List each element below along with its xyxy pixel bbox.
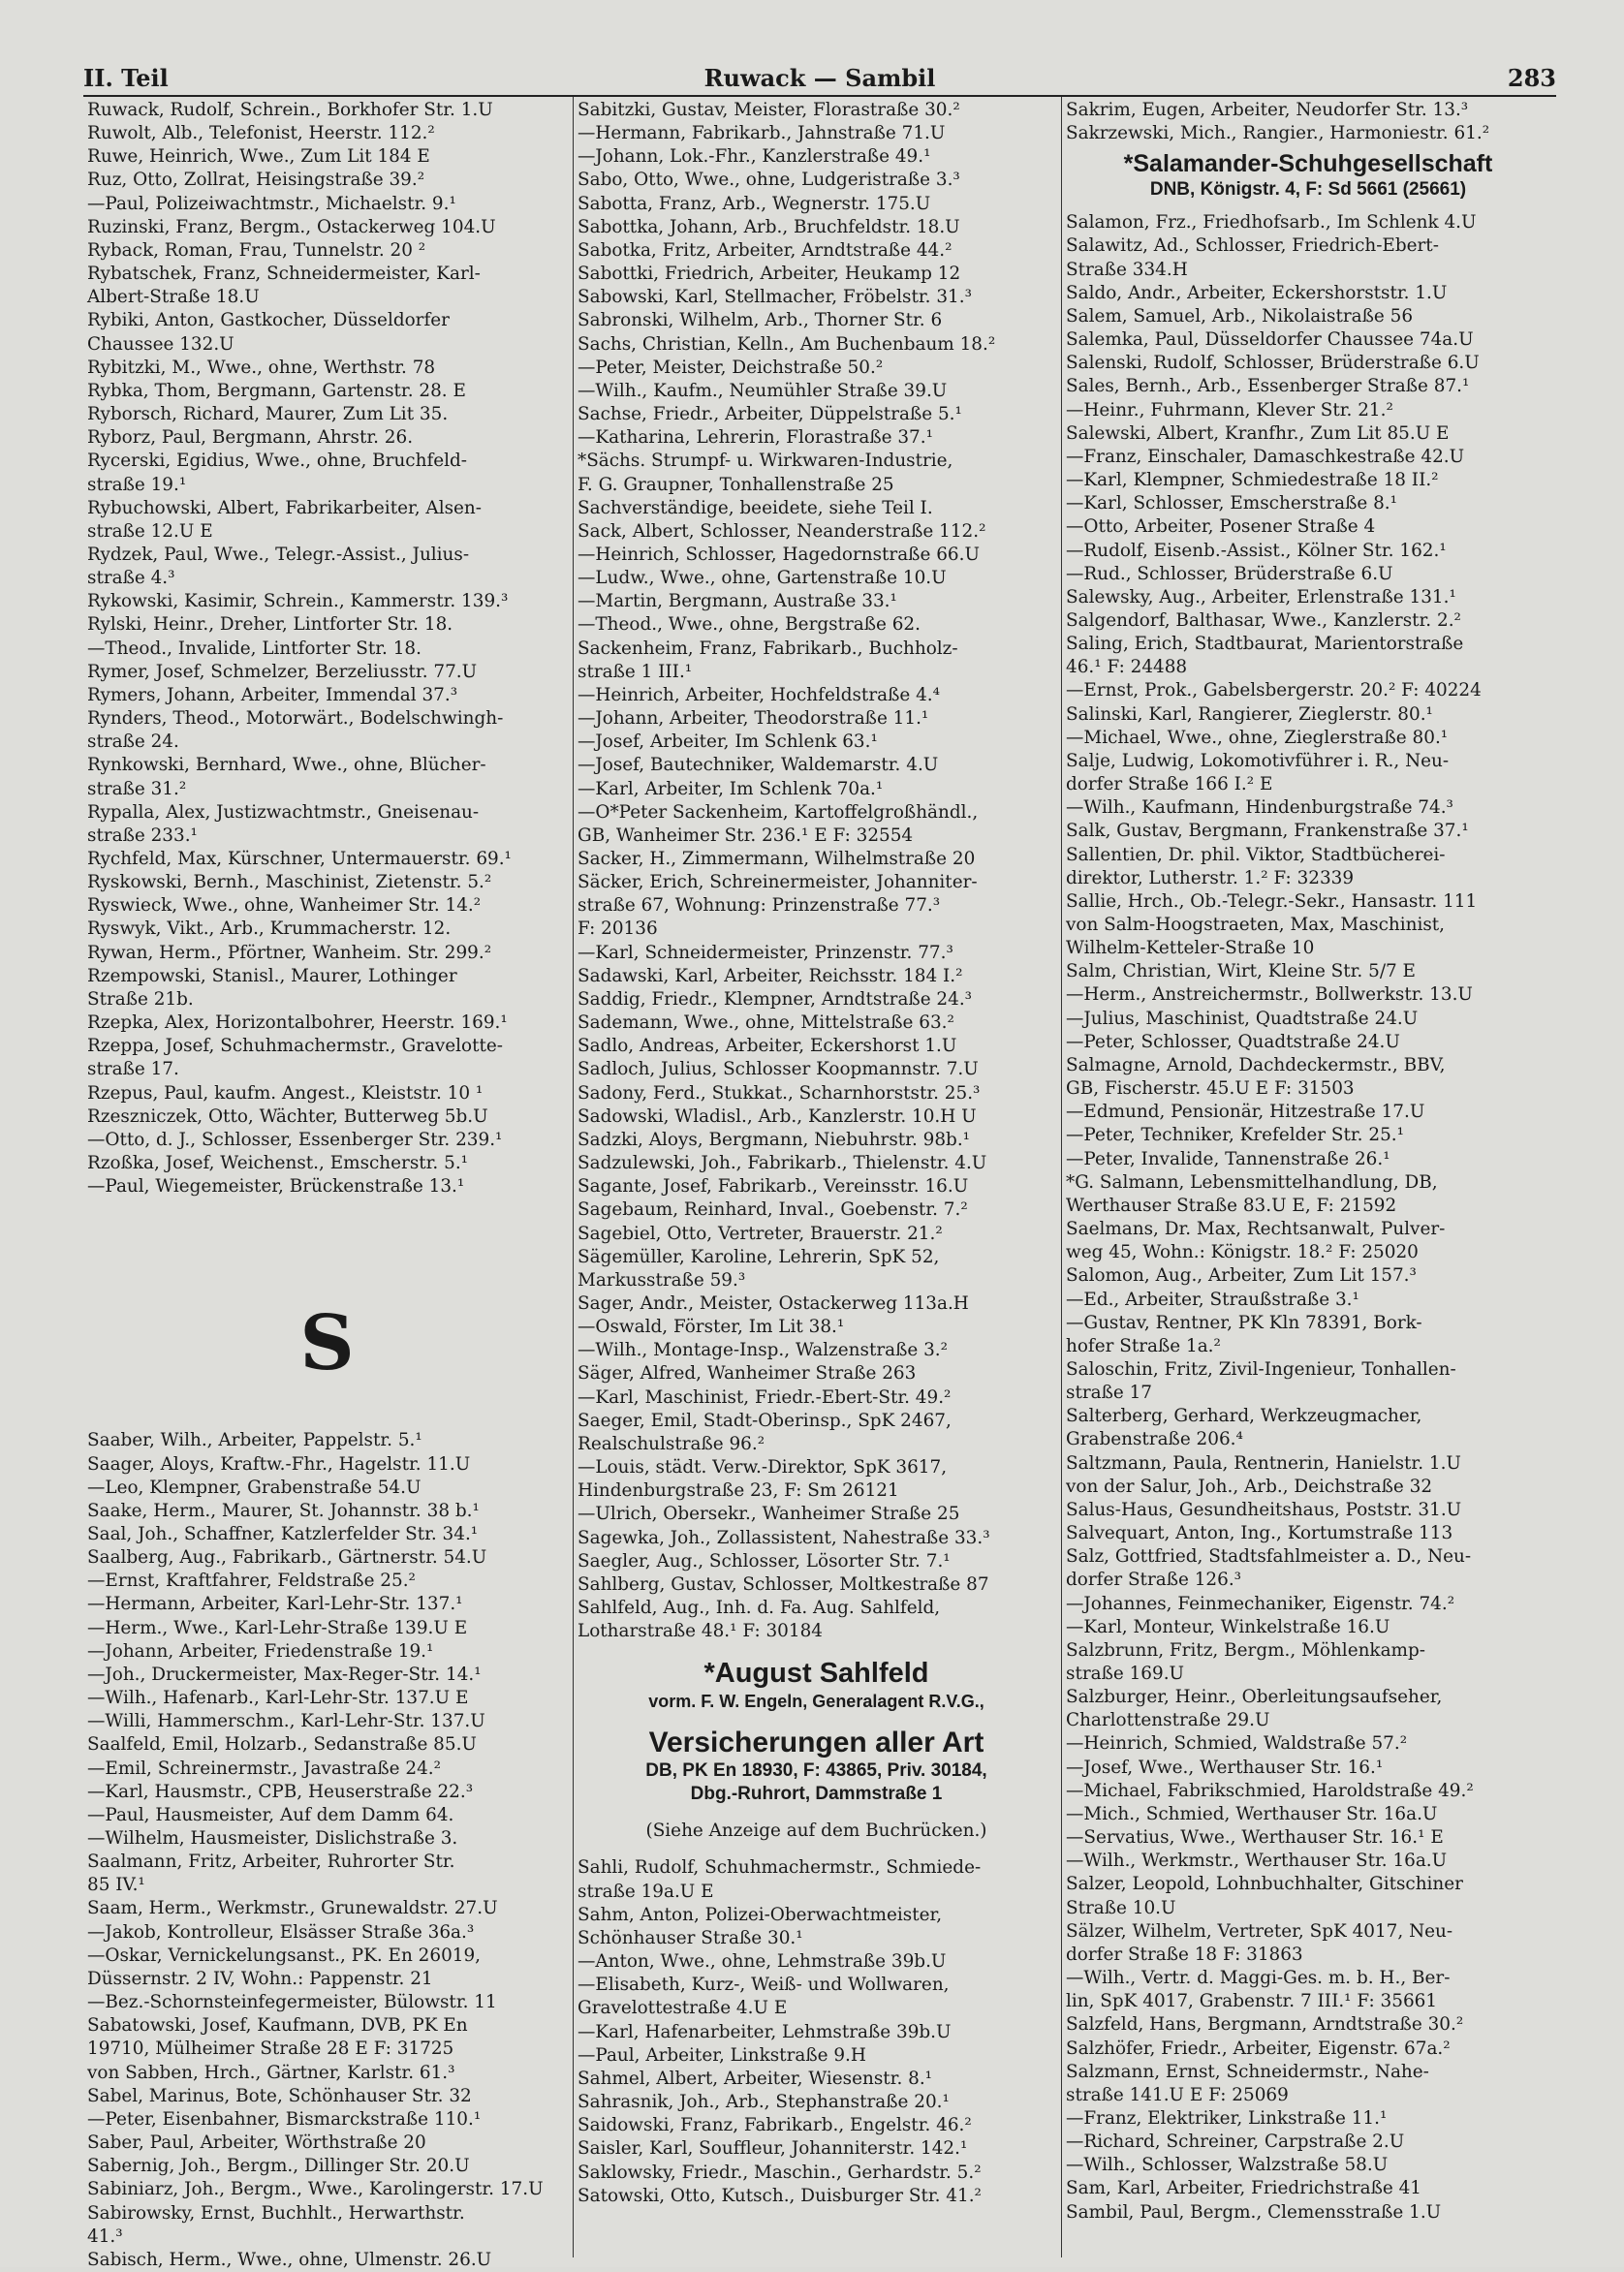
directory-entry-line: —Bez.-Schornsteinfegermeister, Bülowstr. 11 (87, 1992, 497, 2013)
directory-entry-line: —Karl, Monteur, Winkelstraße 16.U (1066, 1616, 1390, 1637)
directory-entry-line: Salz, Gottfried, Stadtsfahlmeister a. D., Neu- (1066, 1546, 1472, 1568)
directory-entry-line: Saldo, Andr., Arbeiter, Eckershorststr. 1.U (1066, 282, 1448, 303)
directory-entry-line: —Michael, Fabrikschmied, Haroldstraße 49.² (1066, 1780, 1474, 1801)
directory-entry-line: straße 19.¹ (87, 474, 187, 495)
directory-entry-line: Rzepka, Alex, Horizontalbohrer, Heerstr. 169.¹ (87, 1012, 508, 1034)
ad-contact-line-2: Dbg.-Ruhrort, Dammstraße 1 (690, 1784, 943, 1805)
directory-entry-line: Sälzer, Wilhelm, Vertreter, SpK 4017, Neu- (1066, 1920, 1453, 1942)
directory-entry-line: Saelmans, Dr. Max, Rechtsanwalt, Pulver- (1066, 1219, 1446, 1240)
directory-entry-line: —Karl, Schneidermeister, Prinzenstr. 77.³ (578, 942, 953, 963)
directory-entry-line: Saidowski, Franz, Fabrikarb., Engelstr. 46.² (578, 2115, 972, 2136)
directory-entry-line: Salemka, Paul, Düsseldorfer Chaussee 74a.U (1066, 329, 1474, 351)
directory-entry-line: —Ernst, Kraftfahrer, Feldstraße 25.² (87, 1571, 416, 1592)
directory-entry-line: Sallie, Hrch., Ob.-Telegr.-Sekr., Hansastr. 111 (1066, 890, 1478, 912)
directory-entry-line: —Johann, Arbeiter, Friedenstraße 19.¹ (87, 1640, 434, 1662)
directory-entry-line: —Peter, Eisenbahner, Bismarckstraße 110.¹ (87, 2108, 482, 2130)
column-1 (83, 97, 573, 2270)
directory-entry-line: Sahli, Rudolf, Schuhmachermstr., Schmiede- (578, 1857, 982, 1879)
directory-entry-line: Saake, Herm., Maurer, St. Johannstr. 38 b.¹ (87, 1500, 480, 1521)
directory-entry-line: Rycerski, Egidius, Wwe., ohne, Bruchfeld- (87, 451, 468, 472)
ad-contact-line-1: DB, PK En 18930, F: 43865, Priv. 30184, (645, 1760, 987, 1782)
directory-entry-line: Salawitz, Ad., Schlosser, Friedrich-Ebert- (1066, 235, 1439, 257)
entries-col3-bottom (1066, 211, 1550, 2224)
directory-entry-line: Saddig, Friedr., Klempner, Arndtstraße 24.³ (578, 988, 973, 1010)
directory-entry-line: —Peter, Invalide, Tannenstraße 26.¹ (1066, 1148, 1390, 1169)
directory-entry-line: dorfer Straße 166 I.² E (1066, 774, 1273, 795)
directory-entry-line: Saalfeld, Emil, Holzarb., Sedanstraße 85.U (87, 1734, 477, 1756)
directory-entry-line: —Katharina, Lehrerin, Florastraße 37.¹ (578, 427, 933, 449)
directory-entry-line: Rynkowski, Bernhard, Wwe., ohne, Blücher- (87, 755, 486, 776)
directory-entry-line: von Sabben, Hrch., Gärtner, Karlstr. 61.³ (87, 2062, 455, 2083)
directory-entry-line: Sadzulewski, Joh., Fabrikarb., Thielenstr. 4.U (578, 1153, 987, 1174)
directory-entry-line: —Wilh., Kaufmann, Hindenburgstraße 74.³ (1066, 797, 1453, 819)
directory-entry-line: Sadzki, Aloys, Bergmann, Niebuhrstr. 98b.¹ (578, 1129, 971, 1150)
directory-entry-line: Rybuchowski, Albert, Fabrikarbeiter, Alsen- (87, 497, 482, 518)
directory-entry-line: straße 1 III.¹ (578, 661, 693, 682)
directory-entry-line: —Wilh., Vertr. d. Maggi-Ges. m. b. H., Ber- (1066, 1968, 1451, 1989)
directory-entry-line: —Josef, Arbeiter, Im Schlenk 63.¹ (578, 731, 878, 753)
directory-entry-line: —Karl, Maschinist, Friedr.-Ebert-Str. 49.² (578, 1386, 952, 1408)
directory-entry-line: Rychfeld, Max, Kürschner, Untermauerstr. 69.¹ (87, 849, 512, 869)
directory-entry-line: —Otto, Arbeiter, Posener Straße 4 (1066, 516, 1376, 538)
directory-entry-line: —Gustav, Rentner, PK Kln 78391, Bork- (1066, 1312, 1422, 1333)
directory-entry-line: Straße 334.H (1066, 259, 1188, 280)
directory-entry-line: —Richard, Schreiner, Carpstraße 2.U (1066, 2132, 1405, 2153)
section-letter-s: S (299, 1299, 355, 1388)
column-2 (573, 97, 1061, 2257)
directory-entry-line: Rybitzki, M., Wwe., ohne, Werthstr. 78 (87, 357, 436, 378)
page-number: 283 (1507, 64, 1556, 92)
directory-entry-line: weg 45, Wohn.: Königstr. 18.² F: 25020 (1066, 1242, 1419, 1263)
directory-entry-line: Salmagne, Arnold, Dachdeckermstr., BBV, (1066, 1054, 1446, 1075)
directory-entry-line: 19710, Mülheimer Straße 28 E F: 31725 (87, 2039, 454, 2060)
column-3 (1061, 97, 1556, 2257)
directory-entry-line: Ruwack, Rudolf, Schrein., Borkhofer Str. 1.U (87, 100, 493, 120)
directory-entry-line: Sakrim, Eugen, Arbeiter, Neudorfer Str. 13.³ (1066, 100, 1469, 120)
directory-entry-line: Ryskowski, Bernh., Maschinist, Zietenstr. 5.² (87, 872, 492, 893)
directory-entry-line: Sam, Karl, Arbeiter, Friedrichstraße 41 (1066, 2178, 1422, 2199)
directory-entry-line: GB, Wanheimer Str. 236.¹ E F: 32554 (578, 825, 914, 846)
directory-entry-line: Saegler, Aug., Schlosser, Lösorter Str. 7.¹ (578, 1550, 951, 1572)
directory-entry-line: Sales, Bernh., Arb., Essenberger Straße 87.¹ (1066, 376, 1470, 397)
directory-entry-line: —Rud., Schlosser, Brüderstraße 6.U (1066, 563, 1393, 584)
directory-entry-line: —Wilh., Schlosser, Walzstraße 58.U (1066, 2155, 1389, 2176)
directory-entry-line: Salzer, Leopold, Lohnbuchhalter, Gitschiner (1066, 1874, 1463, 1895)
directory-entry-line: Saloschin, Fritz, Zivil-Ingenieur, Tonhallen- (1066, 1358, 1456, 1380)
directory-entry-line: Säcker, Erich, Schreinermeister, Johanniter- (578, 872, 978, 893)
directory-entry-line: —Karl, Arbeiter, Im Schlenk 70a.¹ (578, 778, 884, 799)
directory-entry-line: Sahm, Anton, Polizei-Oberwachtmeister, (578, 1904, 943, 1925)
directory-entry-line: Sachse, Friedr., Arbeiter, Düppelstraße 5.¹ (578, 404, 962, 425)
directory-entry-line: Rybatschek, Franz, Schneidermeister, Karl- (87, 264, 481, 285)
directory-entry-line: Rzoßka, Josef, Weichenst., Emscherstr. 5.¹ (87, 1153, 469, 1174)
directory-entry-line: Saklowsky, Friedr., Maschin., Gerhardstr. 5.² (578, 2162, 982, 2183)
directory-entry-line: *Sächs. Strumpf- u. Wirkwaren-Industrie, (578, 451, 953, 472)
directory-entry-line: Sacker, H., Zimmermann, Wilhelmstraße 20 (578, 849, 976, 869)
directory-entry-line: Salem, Samuel, Arb., Nikolaistraße 56 (1066, 305, 1414, 327)
ad-company-name: *August Sahlfeld (703, 1658, 929, 1690)
directory-entry-line: Salewsky, Aug., Arbeiter, Erlenstraße 131.¹ (1066, 586, 1456, 607)
directory-entry-line: —Heinrich, Arbeiter, Hochfeldstraße 4.⁴ (578, 684, 941, 705)
directory-entry-line: straße 24. (87, 731, 179, 753)
directory-entry-line: Sachs, Christian, Kelln., Am Buchenbaum 18.² (578, 333, 996, 355)
directory-entry-line: Rylski, Heinr., Dreher, Lintforter Str. 18. (87, 614, 453, 636)
directory-entry-line: Sadony, Ferd., Stukkat., Scharnhorststr. 25.³ (578, 1082, 981, 1104)
directory-entry-line: Sambil, Paul, Bergm., Clemensstraße 1.U (1066, 2201, 1442, 2223)
directory-entry-line: —Martin, Bergmann, Austraße 33.¹ (578, 591, 897, 612)
directory-entry-line: Ryborsch, Richard, Maurer, Zum Lit 35. (87, 404, 449, 425)
directory-entry-line: Straße 10.U (1066, 1897, 1176, 1918)
directory-entry-line: Wilhelm-Ketteler-Straße 10 (1066, 938, 1315, 959)
directory-entry-line: —Karl, Schlosser, Emscherstraße 8.¹ (1066, 493, 1398, 514)
directory-entry-line: Chaussee 132.U (87, 333, 234, 355)
directory-entry-line: —Heinrich, Schmied, Waldstraße 57.² (1066, 1733, 1408, 1755)
directory-entry-line: —Wilh., Kaufm., Neumühler Straße 39.U (578, 380, 948, 401)
directory-entry-line: Salamon, Frz., Friedhofsarb., Im Schlenk 4.U (1066, 212, 1477, 233)
directory-entry-line: Saeger, Emil, Stadt-Oberinsp., SpK 2467, (578, 1410, 952, 1431)
directory-entry-line: Sachverständige, beeidete, siehe Teil I. (578, 497, 933, 518)
directory-entry-line: Rywan, Herm., Pförtner, Wanheim. Str. 299.² (87, 942, 492, 963)
directory-entry-line: —Karl, Klempner, Schmiedestraße 18 II.² (1066, 470, 1439, 491)
directory-entry-line: straße 169.U (1066, 1664, 1185, 1684)
directory-entry-line: —Karl, Hausmstr., CPB, Heuserstraße 22.³ (87, 1781, 474, 1802)
directory-entry-line: —Johann, Arbeiter, Theodorstraße 11.¹ (578, 708, 929, 730)
directory-entry-line: Sadowski, Wladisl., Arb., Kanzlerstr. 10.H U (578, 1105, 977, 1127)
directory-entry-line: Saager, Aloys, Kraftw.-Fhr., Hagelstr. 11.U (87, 1453, 471, 1475)
directory-entry-line: —Wilh., Montage-Insp., Walzenstraße 3.² (578, 1340, 949, 1361)
directory-entry-line: Sagebiel, Otto, Vertreter, Brauerstr. 21.² (578, 1223, 943, 1244)
directory-entry-line: —Herm., Wwe., Karl-Lehr-Straße 139.U E (87, 1617, 468, 1638)
directory-entry-line: —Theod., Invalide, Lintforter Str. 18. (87, 638, 422, 659)
directory-entry-line: Rzempowski, Stanisl., Maurer, Lothinger (87, 965, 457, 986)
directory-entry-line: Salzburger, Heinr., Oberleitungsaufseher, (1066, 1687, 1443, 1708)
directory-entry-line: Ryswyk, Vikt., Arb., Krummacherstr. 12. (87, 918, 452, 940)
directory-entry-line: Sackenheim, Franz, Fabrikarb., Buchholz- (578, 638, 958, 659)
directory-entry-line: Gravelottestraße 4.U E (578, 1998, 788, 2019)
directory-entry-line: GB, Fischerstr. 45.U E F: 31503 (1066, 1078, 1355, 1100)
directory-entry-line: —Emil, Schreinermstr., Javastraße 24.² (87, 1758, 442, 1779)
directory-entry-line: *G. Salmann, Lebensmittelhandlung, DB, (1066, 1171, 1438, 1193)
directory-entry-line: Sabitzki, Gustav, Meister, Florastraße 30.² (578, 100, 960, 120)
entries-col3-top (1066, 99, 1550, 145)
directory-entry-line: —Leo, Klempner, Grabenstraße 54.U (87, 1477, 422, 1498)
directory-entry-line: —Paul, Hausmeister, Auf dem Damm 64. (87, 1804, 454, 1825)
directory-entry-line: Rzepus, Paul, kaufm. Angest., Kleiststr. 10 ¹ (87, 1082, 484, 1104)
directory-entry-line: —Josef, Bautechniker, Waldemarstr. 4.U (578, 755, 939, 776)
directory-entry-line: —Rudolf, Eisenb.-Assist., Kölner Str. 162.¹ (1066, 540, 1447, 561)
directory-entry-line: —Peter, Techniker, Krefelder Str. 25.¹ (1066, 1125, 1404, 1146)
directory-entry-line: Salenski, Rudolf, Schlosser, Brüderstraße 6.U (1066, 353, 1480, 374)
directory-entry-line: Salterberg, Gerhard, Werkzeugmacher, (1066, 1406, 1422, 1427)
directory-entry-line: —Willi, Hammerschm., Karl-Lehr-Str. 137.U (87, 1711, 485, 1732)
directory-entry-line: Ruwe, Heinrich, Wwe., Zum Lit 184 E (87, 146, 430, 168)
directory-entry-line: Sabo, Otto, Wwe., ohne, Ludgeristraße 3.³ (578, 170, 960, 191)
part-label: II. Teil (83, 64, 169, 92)
directory-entry-line: —Johann, Lok.-Fhr., Kanzlerstraße 49.¹ (578, 146, 931, 168)
directory-entry-line: Salzhöfer, Friedr., Arbeiter, Eigenstr. 67a.² (1066, 2038, 1451, 2059)
directory-entry-line: —Ernst, Prok., Gabelsbergerstr. 20.² F: 40224 (1066, 680, 1482, 701)
page-header (83, 60, 1556, 97)
directory-entry-line: dorfer Straße 18 F: 31863 (1066, 1944, 1303, 1965)
directory-entry-line: Rybka, Thom, Bergmann, Gartenstr. 28. E (87, 380, 466, 401)
directory-entry-line: straße 19a.U E (578, 1881, 714, 1902)
directory-entry-line: straße 67, Wohnung: Prinzenstraße 77.³ (578, 895, 941, 917)
salamander-ad-subtitle: DNB, Königstr. 4, F: Sd 5661 (25661) (1149, 179, 1467, 201)
directory-entry-line: Rymers, Johann, Arbeiter, Immendal 37.³ (87, 684, 458, 705)
directory-entry-line: Salzbrunn, Fritz, Bergm., Möhlenkamp- (1066, 1639, 1425, 1661)
directory-entry-line: Saltzmann, Paula, Rentnerin, Hanielstr. 1.U (1066, 1452, 1461, 1474)
directory-entry-line: Sahmel, Albert, Arbeiter, Wiesenstr. 8.¹ (578, 2068, 933, 2089)
directory-entry-line: Rymer, Josef, Schmelzer, Berzeliusstr. 77.U (87, 661, 478, 682)
directory-entry-line: F. G. Graupner, Tonhallenstraße 25 (578, 474, 894, 495)
directory-entry-line: Lotharstraße 48.¹ F: 30184 (578, 1621, 823, 1642)
sahlfeld-advertisement (578, 1657, 1055, 1843)
directory-entry-line: Hindenburgstraße 23, F: Sm 26121 (578, 1480, 899, 1502)
directory-entry-line: Salinski, Karl, Rangierer, Zieglerstr. 80.¹ (1066, 703, 1433, 725)
entries-s-section (87, 1429, 567, 2272)
directory-entry-line: straße 31.² (87, 778, 187, 799)
directory-entry-line: Saisler, Karl, Souffleur, Johanniterstr. 142.¹ (578, 2138, 968, 2160)
directory-entry-line: Albert-Straße 18.U (87, 287, 260, 308)
entries-col2-bottom (578, 1856, 1055, 2207)
directory-entry-line: —Ed., Arbeiter, Straußstraße 3.¹ (1066, 1289, 1359, 1310)
entry-columns (83, 97, 1556, 2270)
directory-entry-line: —Paul, Wiegemeister, Brückenstraße 13.¹ (87, 1176, 465, 1198)
directory-entry-line: straße 17. (87, 1059, 179, 1080)
directory-entry-line: Salje, Ludwig, Lokomotivführer i. R., Neu- (1066, 750, 1450, 771)
directory-entry-line: —Julius, Maschinist, Quadtstraße 24.U (1066, 1008, 1419, 1029)
directory-entry-line: Werthauser Straße 83.U E, F: 21592 (1066, 1195, 1397, 1216)
directory-entry-line: —Edmund, Pensionär, Hitzestraße 17.U (1066, 1102, 1425, 1123)
directory-entry-line: Ryborz, Paul, Bergmann, Ahrstr. 26. (87, 427, 414, 449)
directory-entry-line: —Franz, Einschaler, Damaschkestraße 42.U (1066, 446, 1465, 467)
entries-col2-top (578, 99, 1055, 1643)
directory-entry-line: hofer Straße 1a.² (1066, 1335, 1221, 1356)
directory-entry-line: Sabernig, Joh., Bergm., Dillinger Str. 20.U (87, 2156, 470, 2177)
directory-entry-line: —Peter, Meister, Deichstraße 50.² (578, 357, 884, 378)
page-range-title: Ruwack — Sambil (703, 64, 936, 92)
directory-entry-line: 85 IV.¹ (87, 1875, 145, 1896)
directory-entry-line: —Louis, städt. Verw.-Direktor, SpK 3617, (578, 1457, 948, 1478)
directory-entry-line: direktor, Lutherstr. 1.² F: 32339 (1066, 867, 1355, 888)
directory-entry-line: straße 12.U E (87, 520, 213, 542)
ad-headline: Versicherungen aller Art (648, 1727, 984, 1759)
directory-entry-line: —Hermann, Arbeiter, Karl-Lehr-Str. 137.¹ (87, 1594, 463, 1615)
directory-entry-line: Sabottka, Johann, Arb., Bruchfeldstr. 18.U (578, 216, 960, 237)
ad-company-subtitle: vorm. F. W. Engeln, Generalagent R.V.G., (648, 1692, 984, 1712)
directory-entry-line: Saaber, Wilh., Arbeiter, Pappelstr. 5.¹ (87, 1430, 422, 1451)
directory-entry-line: Sabiniarz, Joh., Bergm., Wwe., Karolingerstr. 17.U (87, 2179, 544, 2200)
directory-entry-line: —Ludw., Wwe., ohne, Gartenstraße 10.U (578, 568, 947, 589)
directory-entry-line: —Karl, Hafenarbeiter, Lehmstraße 39b.U (578, 2021, 952, 2042)
directory-entry-line: dorfer Straße 126.³ (1066, 1570, 1242, 1591)
directory-entry-line: —Hermann, Fabrikarb., Jahnstraße 71.U (578, 123, 946, 144)
directory-entry-line: Sakrzewski, Mich., Rangier., Harmoniestr. 61.² (1066, 123, 1490, 144)
directory-entry-line: Sabatowski, Josef, Kaufmann, DVB, PK En (87, 2015, 468, 2037)
directory-entry-line: —Jakob, Kontrolleur, Elsässer Straße 36a.³ (87, 1921, 475, 1943)
directory-entry-line: —Wilhelm, Hausmeister, Dislichstraße 3. (87, 1828, 458, 1849)
directory-entry-line: Rynders, Theod., Motorwärt., Bodelschwingh- (87, 708, 504, 730)
directory-entry-line: Salgendorf, Balthasar, Wwe., Kanzlerstr. 2.² (1066, 609, 1461, 631)
directory-entry-line: Sager, Andr., Meister, Ostackerweg 113a.H (578, 1292, 969, 1314)
directory-entry-line: Ryswieck, Wwe., ohne, Wanheimer Str. 14.² (87, 895, 482, 917)
directory-entry-line: Säger, Alfred, Wanheimer Straße 263 (578, 1363, 917, 1385)
directory-entry-line: Saber, Paul, Arbeiter, Wörthstraße 20 (87, 2132, 426, 2154)
directory-entry-line: Salk, Gustav, Bergmann, Frankenstraße 37.¹ (1066, 821, 1469, 842)
directory-entry-line: straße 141.U E F: 25069 (1066, 2084, 1289, 2105)
directory-entry-line: Sadloch, Julius, Schlosser Koopmannstr. 7.U (578, 1059, 979, 1080)
directory-entry-line: —Wilh., Hafenarb., Karl-Lehr-Str. 137.U E (87, 1688, 469, 1709)
directory-entry-line: —Josef, Wwe., Werthauser Str. 16.¹ (1066, 1757, 1384, 1778)
directory-entry-line: —Oskar, Vernickelungsanst., PK. En 26019, (87, 1945, 482, 1966)
directory-entry-line: —Theod., Wwe., ohne, Bergstraße 62. (578, 614, 921, 636)
directory-entry-line: lin, SpK 4017, Grabenstr. 7 III.¹ F: 35661 (1066, 1991, 1438, 2012)
directory-entry-line: Saalmann, Fritz, Arbeiter, Ruhrorter Str. (87, 1852, 455, 1873)
directory-entry-line: Ruzinski, Franz, Bergm., Ostackerweg 104.U (87, 216, 496, 237)
directory-entry-line: F: 20136 (578, 918, 658, 940)
directory-entry-line: Sahrasnik, Joh., Arb., Stephanstraße 20.¹ (578, 2092, 950, 2113)
directory-entry-line: Sabowski, Karl, Stellmacher, Fröbelstr. 31.³ (578, 287, 972, 308)
directory-entry-line: Sadawski, Karl, Arbeiter, Reichsstr. 184 I.² (578, 965, 963, 986)
directory-entry-line: —Mich., Schmied, Werthauser Str. 16a.U (1066, 1803, 1438, 1824)
directory-entry-line: Sabotka, Fritz, Arbeiter, Arndtstraße 44.² (578, 239, 953, 261)
directory-entry-line: Düssernstr. 2 IV, Wohn.: Pappenstr. 21 (87, 1968, 433, 1989)
directory-entry-line: Sabronski, Wilhelm, Arb., Thorner Str. 6 (578, 310, 943, 331)
directory-entry-line: Sack, Albert, Schlosser, Neanderstraße 112.² (578, 520, 986, 542)
directory-entry-line: Sagewka, Joh., Zollassistent, Nahestraße 33.³ (578, 1527, 990, 1548)
directory-entry-line: Ryback, Roman, Frau, Tunnelstr. 20 ² (87, 239, 426, 261)
directory-entry-line: Sabottki, Friedrich, Arbeiter, Heukamp 12 (578, 264, 961, 285)
directory-entry-line: 41.³ (87, 2225, 123, 2247)
directory-entry-line: —Peter, Schlosser, Quadtstraße 24.U (1066, 1031, 1400, 1052)
directory-entry-line: Salzmann, Ernst, Schneidermstr., Nahe- (1066, 2061, 1429, 2082)
directory-entry-line: Salus-Haus, Gesundheitshaus, Poststr. 31.U (1066, 1499, 1462, 1520)
directory-entry-line: Rykowski, Kasimir, Schrein., Kammerstr. 139.³ (87, 591, 509, 612)
salamander-ad-title: *Salamander-Schuhgesellschaft (1123, 150, 1493, 178)
directory-entry-line: Realschulstraße 96.² (578, 1433, 765, 1454)
directory-entry-line: Sabel, Marinus, Bote, Schönhauser Str. 32 (87, 2085, 472, 2106)
directory-entry-line: —Ulrich, Obersekr., Wanheimer Straße 25 (578, 1504, 960, 1525)
directory-entry-line: Sagante, Josef, Fabrikarb., Vereinsstr. 16.U (578, 1176, 969, 1198)
directory-entry-line: Saling, Erich, Stadtbaurat, Marientorstraße (1066, 634, 1464, 655)
directory-entry-line: Satowski, Otto, Kutsch., Duisburger Str. 41.² (578, 2185, 982, 2206)
directory-entry-line: straße 4.³ (87, 568, 175, 589)
directory-entry-line: Grabenstraße 206.⁴ (1066, 1429, 1243, 1450)
directory-entry-line: —Johannes, Feinmechaniker, Eigenstr. 74.² (1066, 1593, 1455, 1614)
directory-entry-line: Ruz, Otto, Zollrat, Heisingstraße 39.² (87, 170, 425, 191)
directory-entry-line: Sabotta, Franz, Arb., Wegnerstr. 175.U (578, 193, 931, 214)
directory-entry-line: Saalberg, Aug., Fabrikarb., Gärtnerstr. 54.U (87, 1547, 487, 1569)
directory-entry-line: Sadlo, Andreas, Arbeiter, Eckershorst 1.U (578, 1036, 957, 1057)
directory-entry-line: —Michael, Wwe., ohne, Zieglerstraße 80.¹ (1066, 727, 1449, 748)
directory-entry-line: Sabirowsky, Ernst, Buchhlt., Herwarthstr. (87, 2202, 465, 2224)
directory-entry-line: Sägemüller, Karoline, Lehrerin, SpK 52, (578, 1246, 940, 1267)
directory-entry-line: von der Salur, Joh., Arb., Deichstraße 32 (1066, 1476, 1433, 1497)
directory-entry-line: Sademann, Wwe., ohne, Mittelstraße 63.² (578, 1012, 954, 1034)
directory-entry-line: Sahlfeld, Aug., Inh. d. Fa. Aug. Sahlfeld, (578, 1598, 941, 1618)
directory-entry-line: Salm, Christian, Wirt, Kleine Str. 5/7 E (1066, 961, 1416, 982)
directory-entry-line: Rydzek, Paul, Wwe., Telegr.-Assist., Julius- (87, 544, 470, 565)
directory-entry-line: Sabisch, Herm., Wwe., ohne, Ulmenstr. 26.U (87, 2249, 492, 2270)
directory-entry-line: —Franz, Elektriker, Linkstraße 11.¹ (1066, 2107, 1388, 2129)
directory-entry-line: —Otto, d. J., Schlosser, Essenberger Str. 239.¹ (87, 1129, 503, 1150)
directory-entry-line: Sagebaum, Reinhard, Inval., Goebenstr. 7.² (578, 1199, 968, 1221)
ad-note: (Siehe Anzeige auf dem Buchrücken.) (645, 1821, 987, 1842)
directory-entry-line: Salvequart, Anton, Ing., Kortumstraße 113 (1066, 1523, 1453, 1544)
directory-entry-line: Rypalla, Alex, Justizwachtmstr., Gneisenau- (87, 801, 480, 823)
directory-entry-line: —Oswald, Förster, Im Lit 38.¹ (578, 1317, 845, 1338)
directory-entry-line: Saal, Joh., Schaffner, Katzlerfelder Str. 34.¹ (87, 1523, 479, 1544)
directory-entry-line: Rzeppa, Josef, Schuhmachermstr., Gravelotte- (87, 1036, 504, 1057)
directory-entry-line: Rzeszniczek, Otto, Wächter, Butterweg 5b.U (87, 1105, 488, 1127)
directory-entry-line: Markusstraße 59.³ (578, 1269, 746, 1291)
directory-entry-line: —Wilh., Werkmstr., Werthauser Str. 16a.U (1066, 1851, 1448, 1872)
directory-entry-line: Salewski, Albert, Kranfhr., Zum Lit 85.U E (1066, 422, 1450, 444)
directory-entry-line: von Salm-Hoogstraeten, Max, Maschinist, (1066, 915, 1445, 935)
entries-r-section (87, 99, 567, 1198)
directory-entry-line: —Heinrich, Schlosser, Hagedornstraße 66.U (578, 544, 980, 565)
directory-entry-line: Straße 21b. (87, 988, 194, 1010)
directory-entry-line: —Herm., Anstreichermstr., Bollwerkstr. 13.U (1066, 984, 1473, 1006)
directory-entry-line: Ruwolt, Alb., Telefonist, Heerstr. 112.² (87, 123, 435, 144)
directory-entry-line: Sahlberg, Gustav, Schlosser, Moltkestraße 87 (578, 1573, 989, 1595)
directory-entry-line: straße 17 (1066, 1383, 1152, 1404)
directory-entry-line: Rybiki, Anton, Gastkocher, Düsseldorfer (87, 310, 450, 331)
directory-entry-line: Schönhauser Straße 30.¹ (578, 1927, 803, 1948)
directory-entry-line: Sallentien, Dr. phil. Viktor, Stadtbücherei- (1066, 844, 1446, 865)
directory-entry-line: —Paul, Polizeiwachtmstr., Michaelstr. 9.¹ (87, 193, 456, 214)
directory-entry-line: —Paul, Arbeiter, Linkstraße 9.H (578, 2044, 866, 2066)
directory-entry-line: —Servatius, Wwe., Werthauser Str. 16.¹ E (1066, 1827, 1444, 1849)
directory-entry-line: Salzfeld, Hans, Bergmann, Arndtstraße 30.² (1066, 2014, 1464, 2036)
directory-entry-line: —Elisabeth, Kurz-, Weiß- und Wollwaren, (578, 1975, 950, 1996)
directory-entry-line: 46.¹ F: 24488 (1066, 657, 1188, 678)
directory-entry-line: —Joh., Druckermeister, Max-Reger-Str. 14.¹ (87, 1664, 482, 1685)
directory-entry-line: —Heinr., Fuhrmann, Klever Str. 21.² (1066, 399, 1393, 420)
directory-entry-line: straße 233.¹ (87, 825, 198, 846)
directory-entry-line: Saam, Herm., Werkmstr., Grunewaldstr. 27.U (87, 1898, 498, 1919)
directory-entry-line: —Anton, Wwe., ohne, Lehmstraße 39b.U (578, 1951, 947, 1973)
directory-entry-line: Salomon, Aug., Arbeiter, Zum Lit 157.³ (1066, 1265, 1417, 1287)
directory-entry-line: Charlottenstraße 29.U (1066, 1710, 1270, 1731)
directory-entry-line: —O*Peter Sackenheim, Kartoffelgroßhändl., (578, 801, 979, 823)
